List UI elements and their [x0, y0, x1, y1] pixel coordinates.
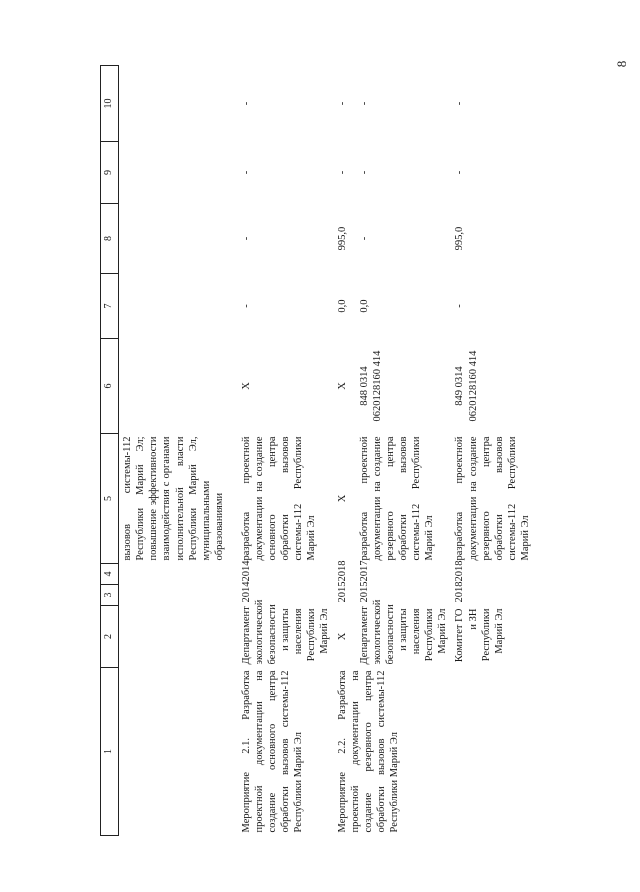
cell-start-year: 2015 [336, 581, 348, 603]
cell-budget-code [119, 339, 238, 434]
cell-executor: Департамент экологической безопасности и защиты населения Республики Марий Эл [358, 599, 449, 665]
table-row [238, 66, 334, 836]
cell-end-year: 2017 [358, 560, 370, 582]
column-header-3: 3 [101, 585, 119, 606]
cell-executor: Департамент экологической безопасности и защиты населения Республики Марий Эл [240, 599, 331, 665]
cell-value-7: 0,0 [336, 299, 348, 313]
cell-result: разработка проектной документации на создание основного центра обработки вызовов системы-112 Республики Марий Эл [240, 436, 318, 561]
column-header-1: 1 [101, 668, 119, 836]
cell-value-9: - [336, 170, 348, 175]
cell-value-8: - [358, 236, 370, 241]
cell-value-8: - [240, 236, 252, 241]
cell-end-year: 2018 [454, 560, 466, 582]
cell-value-9: - [240, 170, 252, 175]
cell-result: разработка проектной документации на создание резервного центра обработки вызовов системы-112 Республики Марий Эл [358, 436, 436, 561]
cell-executor: Комитет ГО и ЗН Республики Марий Эл [454, 608, 505, 663]
cell-value-9: - [358, 170, 370, 175]
table-header-row [101, 66, 119, 836]
rotated-table-container [100, 66, 531, 836]
cell-activity [119, 668, 238, 836]
table-row [334, 66, 356, 836]
program-activities-table [100, 65, 534, 836]
cell-activity: Мероприятие 2.2. Разработка проектной документации на создание резервного центра обработки вызовов системы-112 Республики Марий Эл [336, 670, 400, 833]
cell-end-year [119, 564, 238, 585]
cell-value-8: 995,0 [336, 226, 348, 251]
cell-value-7: - [454, 304, 466, 308]
cell-budget-code: X [336, 382, 348, 390]
cell-budget-code: 849 0314 0620128160 414 [454, 350, 479, 422]
cell-value-10: - [454, 101, 466, 106]
column-header-7: 7 [101, 274, 119, 339]
table-row [119, 66, 238, 836]
column-header-2: 2 [101, 606, 119, 668]
cell-value-9 [119, 142, 238, 204]
cell-start-year: 2014 [240, 581, 252, 603]
cell-result: разработка проектной документации на создание резервного центра обработки вызовов системы-112 Республики Марий Эл [454, 436, 531, 561]
cell-value-7: 0,0 [358, 299, 370, 313]
cell-start-year [119, 585, 238, 606]
cell-executor: X [336, 632, 348, 641]
cell-start-year: 2015 [358, 581, 370, 603]
column-header-10: 10 [101, 66, 119, 142]
column-header-4: 4 [101, 564, 119, 585]
cell-value-10 [119, 66, 238, 142]
cell-value-8 [119, 204, 238, 274]
column-header-5: 5 [101, 434, 119, 564]
cell-value-10: - [336, 101, 348, 106]
page-number: 8 [614, 60, 629, 68]
cell-result: X [336, 494, 348, 503]
cell-budget-code: 848 0314 0620128160 414 [358, 350, 383, 422]
cell-value-8: 995,0 [454, 226, 466, 251]
cell-value-9: - [454, 170, 466, 175]
cell-executor [119, 606, 238, 668]
cell-value-7 [119, 274, 238, 339]
cell-end-year: 2014 [240, 560, 252, 582]
column-header-6: 6 [101, 339, 119, 434]
cell-result: вызовов системы-112 Республики Марий Эл; повышение эффективности взаимодействия с органами исполнительной власти Республики Марий Эл, муниципальными образованиями [122, 436, 225, 561]
cell-value-10: - [358, 101, 370, 106]
cell-value-7: - [240, 304, 252, 308]
cell-start-year: 2018 [454, 581, 466, 603]
cell-budget-code: X [240, 382, 252, 390]
column-header-8: 8 [101, 204, 119, 274]
cell-activity: Мероприятие 2.1. Разработка проектной документации на создание основного центра обработки вызовов системы-112 Республики Марий Эл [240, 670, 304, 833]
column-header-9: 9 [101, 142, 119, 204]
cell-end-year: 2018 [336, 560, 348, 582]
cell-value-10: - [240, 101, 252, 106]
